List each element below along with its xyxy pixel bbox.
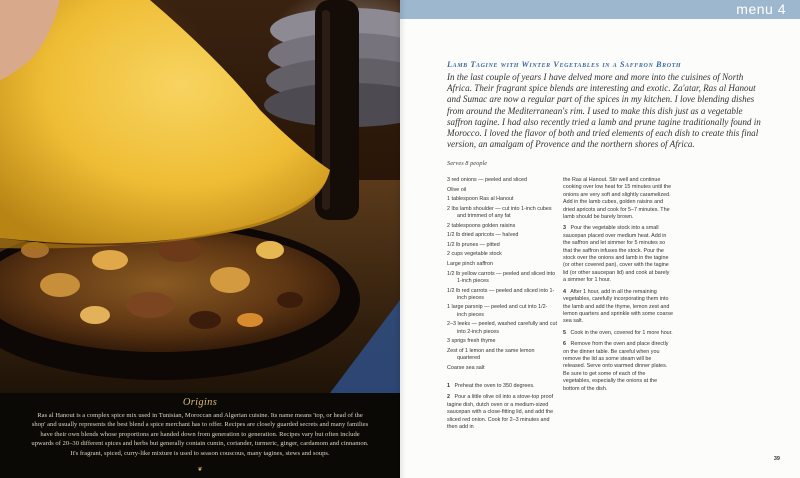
ingredient-item: Large pinch saffron <box>447 261 494 268</box>
ingredient-item: Zest of 1 lemon and the same lemon quartered <box>447 347 535 362</box>
ingredient-item: 1/2 lb red carrots — peeled and sliced into 1-inch pieces <box>447 287 555 301</box>
menu-label: menu 4 <box>736 1 786 17</box>
method-steps-column-1 <box>447 383 557 435</box>
ingredient-item: 3 red onions — peeled and sliced <box>447 177 528 183</box>
caption-title: Origins <box>182 397 218 408</box>
ingredient-item: 1/2 lb yellow carrots — peeled and sliced into 1-inch pieces <box>447 270 556 284</box>
ingredient-item: 1 tablespoon Ras al Hanout <box>447 196 514 203</box>
recipe-intro: In the last couple of years I have delved more and more into the cuisines of North Africa. Their fragrant spice blends are interesting and exotic. Za'atar, Ras al Hanout and Sumac are now a regular part of the spices in my kitchen. I love blending dishes from around the Mediterranean's rim. I used to make this dish just as a vegetable saffron tagine. I had also recently tried a lamb and prune tagine traditionally found in Morocco. I loved the flavor of both and tried elements of each dish to create this final version, an amalgam of Provence and the northern shores of Africa. <box>447 72 761 150</box>
ingredient-item: Coarse sea salt <box>447 364 485 371</box>
serves-count: Serves 8 people <box>447 160 488 167</box>
step-number: 3 <box>563 225 566 232</box>
step-number: 6 <box>563 341 566 348</box>
step-text: Remove from the oven and place directly on the dinner table. Be careful when you remove the lid as some steam will be released. Serve onto warmed dinner plates. Be sure to get some of each of the vegetables, especially the onions at the bottom of the dish. <box>563 341 669 392</box>
step-text: Pour the vegetable stock into a small saucepan placed over medium heat. Add in the saffron and let simmer for 5 minutes so that the saffron infuses the stock. Pour the stock over the onions and lamb in the tagine (or other covered pan), cover with the tagine lid (or other saucepan lid) and cook at barely a simmer for 1 hour. <box>563 225 670 284</box>
step-number: 1 <box>447 383 450 389</box>
caption-body: Ras al Hanout is a complex spice mix used in Tunisian, Moroccan and Algerian cuisine. Its name means 'top, or head of the shop' and usually represents the best blend a spice merchant has to offer. Recipes are closely guarded secrets and many families have their own blends whose proportions are handed down from generation to generation. Recipes vary but often include upwards of 20–30 different spices and herbs but generally contain cumin, coriander, turmeric, ginger, cardamom and cinnamon. It's fragrant, spiced, curry-like mixture is used to season couscous, many tagines, stews and soups. <box>31 412 369 457</box>
tagine-photo <box>0 0 400 393</box>
recipe-title: Lamb Tagine with Winter Vegetables in a Saffron Broth <box>447 60 682 69</box>
method-step <box>563 330 673 337</box>
step-text: After 1 hour, add in all the remaining vegetables, carefully incorporating them into the lamb and add the thyme, lemon zest and lemon quarters and sprinkle with some coarse sea salt. <box>563 288 673 325</box>
step-text: Cook in the oven, covered for 1 more hour. <box>570 329 673 336</box>
ingredient-item: 2 cups vegetable stock <box>447 251 502 258</box>
page-number: 39 <box>773 456 780 462</box>
method-step <box>563 341 673 393</box>
step-number: 5 <box>563 329 566 336</box>
method-step <box>447 383 557 390</box>
method-steps-column-2 <box>563 177 673 397</box>
tagine-photo-illustration <box>0 0 400 393</box>
ingredient-item: 2 tablespoons golden raisins <box>447 222 516 229</box>
method-step <box>563 289 673 326</box>
right-page <box>400 0 800 478</box>
menu-header-bar <box>400 0 800 19</box>
step-text: Preheat the oven to 350 degrees. <box>454 383 535 389</box>
step-continuation: the Ras al Hanout. Stir well and continue cooking over low heat for 15 minutes until the onions are very soft and slightly caramelized. Add in the lamb cubes, golden raisins and dried apricots and cook for 5–7 minutes. The lamb should be barely brown. <box>563 177 672 221</box>
step-text: Pour a little olive oil into a stove-top proof tagine dish, dutch oven or a medium-sized saucepan with a close-fitting lid, and add the sliced red onion. Cook for 2–3 minutes and then add in <box>447 394 554 431</box>
ingredient-item: 3 sprigs fresh thyme <box>447 338 496 345</box>
ingredient-item: 2–3 leeks — peeled, washed carefully and cut into 2-inch pieces <box>447 321 557 335</box>
origins-caption <box>0 393 400 478</box>
ornament-icon: ❦ <box>197 467 203 473</box>
step-number: 4 <box>563 288 566 295</box>
method-step <box>563 225 673 284</box>
ingredients-list <box>447 177 557 374</box>
ingredient-item: 2 lbs lamb shoulder — cut into 1-inch cubes and trimmed of any fat <box>447 205 552 220</box>
ingredient-item: 1/2 lb dried apricots — halved <box>447 232 519 239</box>
method-step <box>447 394 557 431</box>
ingredient-item: 1/2 lb prunes — pitted <box>447 241 500 248</box>
step-number: 2 <box>447 394 450 401</box>
ingredient-item: 1 large parsnip — peeled and cut into 1/2-inch pieces <box>447 304 548 318</box>
ingredient-item: Olive oil <box>447 186 467 193</box>
